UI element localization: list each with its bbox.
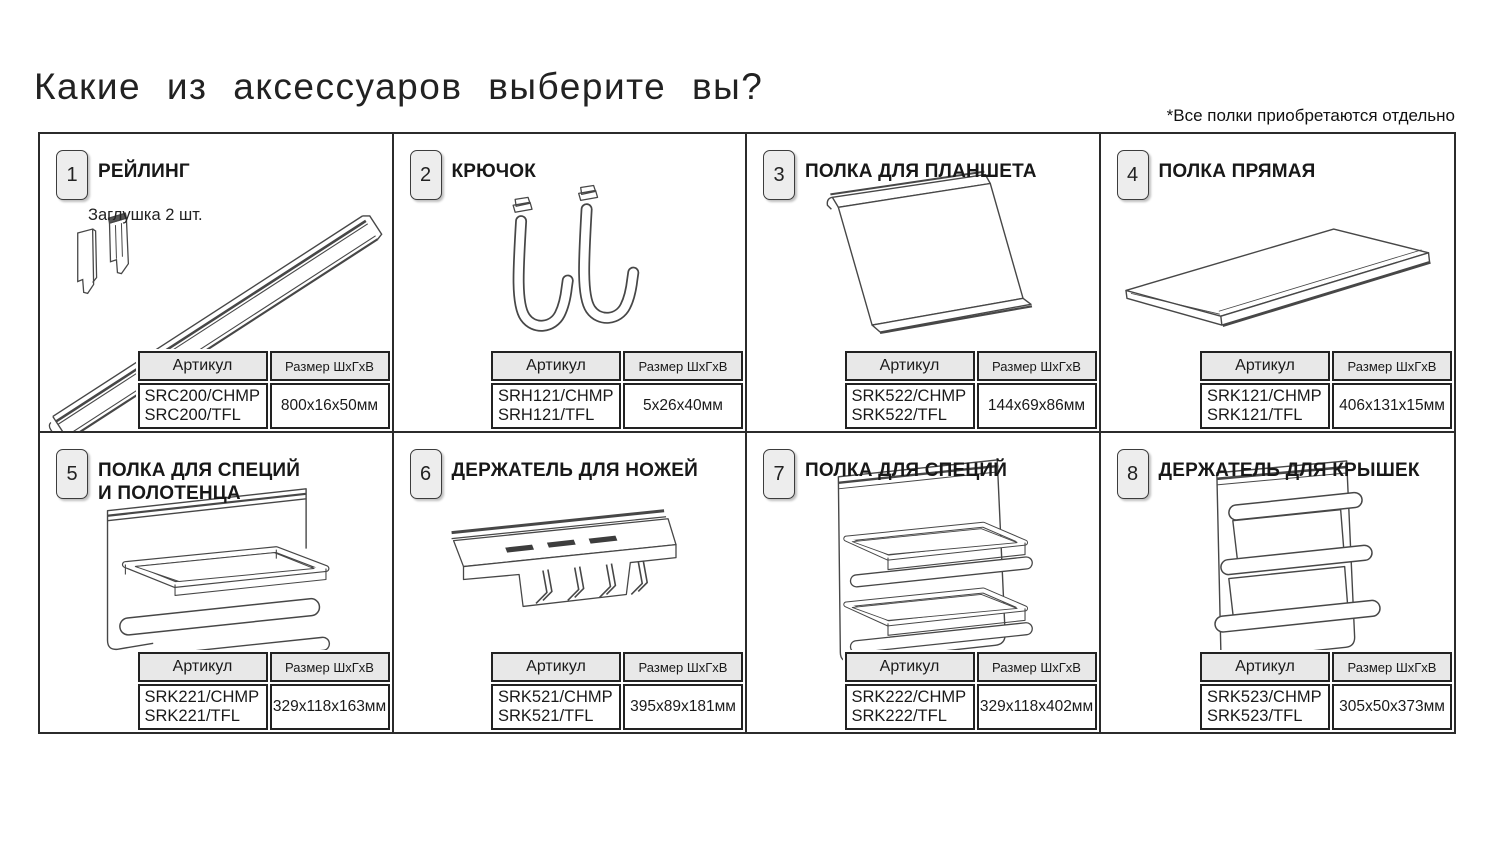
spec-header-article: Артикул — [138, 652, 268, 682]
item-number-badge — [56, 150, 88, 200]
accessory-cell-knife-holder — [394, 433, 748, 732]
endcap-note: Заглушка 2 шт. — [88, 206, 203, 224]
accessory-title-line1: ПОЛКА ДЛЯ СПЕЦИЙ — [98, 460, 301, 481]
spec-header-article: Артикул — [1200, 351, 1330, 381]
spec-header-size: Размер ШхГхВ — [270, 351, 390, 381]
page-title: Какие из аксессуаров выберите вы? — [34, 66, 764, 107]
article-code: SRK521/TFL — [498, 707, 594, 725]
spec-header-size: Размер ШхГхВ — [270, 652, 390, 682]
spec-header-size: Размер ШхГхВ — [977, 652, 1097, 682]
article-code: SRK522/CHMP — [851, 387, 967, 405]
spec-table — [489, 650, 745, 732]
accessory-title — [98, 459, 300, 505]
spec-header-article: Артикул — [845, 351, 975, 381]
spec-table — [136, 650, 392, 732]
accessory-title: ПОЛКА ПРЯМАЯ — [1158, 161, 1316, 182]
article-codes — [1200, 383, 1330, 429]
accessory-title: ПОЛКА ДЛЯ СПЕЦИЙ — [805, 460, 1008, 481]
spec-header-size: Размер ШхГхВ — [623, 652, 743, 682]
article-code: SRK221/TFL — [144, 707, 240, 725]
footnote: *Все полки приобретаются отдельно — [1166, 106, 1455, 125]
article-codes — [491, 383, 621, 429]
accessory-cell-railing — [40, 134, 394, 433]
item-number: 5 — [66, 462, 78, 485]
size-value: 395x89x181мм — [623, 684, 743, 730]
accessory-title: КРЮЧОК — [451, 161, 537, 182]
spec-table — [136, 349, 392, 431]
spec-header-size: Размер ШхГхВ — [977, 351, 1097, 381]
size-value: 144x69x86мм — [977, 383, 1097, 429]
spec-header-article: Артикул — [138, 351, 268, 381]
article-code: SRK523/TFL — [1207, 707, 1303, 725]
article-code: SRK222/CHMP — [851, 688, 967, 706]
spec-header-size: Размер ШхГхВ — [623, 351, 743, 381]
spec-header-article: Артикул — [491, 652, 621, 682]
item-number-badge — [410, 449, 442, 499]
accessory-title: ПОЛКА ДЛЯ ПЛАНШЕТА — [805, 161, 1037, 182]
accessory-cell-lid-holder — [1101, 433, 1455, 732]
spec-header-article: Артикул — [491, 351, 621, 381]
accessory-title: ДЕРЖАТЕЛЬ ДЛЯ КРЫШЕК — [1158, 460, 1420, 481]
accessory-cell-spice-towel-shelf — [40, 433, 394, 732]
size-value: 800x16x50мм — [270, 383, 390, 429]
article-codes — [138, 684, 268, 730]
article-codes — [845, 383, 975, 429]
item-number-badge — [410, 150, 442, 200]
spec-table — [489, 349, 745, 431]
accessory-cell-hook — [394, 134, 748, 433]
size-value: 5x26x40мм — [623, 383, 743, 429]
item-number: 3 — [773, 163, 785, 186]
article-codes — [491, 684, 621, 730]
item-number: 6 — [419, 462, 432, 485]
item-number: 7 — [773, 462, 785, 485]
article-code: SRK222/TFL — [851, 707, 947, 725]
size-value: 406x131x15мм — [1332, 383, 1452, 429]
item-number: 8 — [1126, 462, 1139, 485]
accessory-cell-tablet-shelf — [747, 134, 1101, 433]
article-codes — [845, 684, 975, 730]
article-code: SRC200/TFL — [144, 406, 241, 424]
size-value: 329x118x402мм — [977, 684, 1097, 730]
size-value: 305x50x373мм — [1332, 684, 1452, 730]
spec-table — [843, 349, 1099, 431]
spec-header-size: Размер ШхГхВ — [1332, 652, 1452, 682]
accessory-title: ДЕРЖАТЕЛЬ ДЛЯ НОЖЕЙ — [451, 460, 698, 481]
size-value: 329x118x163мм — [270, 684, 390, 730]
article-code: SRK221/CHMP — [144, 688, 260, 706]
accessory-cell-spice-shelf — [747, 433, 1101, 732]
article-code: SRK521/CHMP — [498, 688, 613, 706]
accessories-grid — [38, 132, 1456, 734]
article-code: SRK121/TFL — [1207, 406, 1303, 424]
item-number: 4 — [1126, 163, 1139, 186]
article-codes — [1200, 684, 1330, 730]
article-code: SRK522/TFL — [851, 406, 947, 424]
spec-table — [1198, 349, 1454, 431]
spec-header-article: Артикул — [845, 652, 975, 682]
article-codes — [138, 383, 268, 429]
article-code: SRC200/CHMP — [144, 387, 261, 405]
item-number-badge — [763, 449, 795, 499]
article-code: SRK121/CHMP — [1207, 387, 1322, 405]
item-number-badge — [763, 150, 795, 200]
article-code: SRH121/TFL — [498, 406, 595, 424]
item-number: 2 — [419, 163, 432, 186]
item-number-badge — [56, 449, 88, 499]
item-number: 1 — [66, 163, 78, 186]
spec-table — [1198, 650, 1454, 732]
spec-header-size: Размер ШхГхВ — [1332, 351, 1452, 381]
accessory-title-line2: И ПОЛОТЕНЦА — [98, 483, 241, 504]
accessory-cell-straight-shelf — [1101, 134, 1455, 433]
item-number-badge — [1117, 150, 1149, 200]
article-code: SRH121/CHMP — [498, 387, 614, 405]
spec-table — [843, 650, 1099, 732]
spec-header-article: Артикул — [1200, 652, 1330, 682]
article-code: SRK523/CHMP — [1207, 688, 1322, 706]
accessory-title: РЕЙЛИНГ — [98, 161, 190, 182]
item-number-badge — [1117, 449, 1149, 499]
